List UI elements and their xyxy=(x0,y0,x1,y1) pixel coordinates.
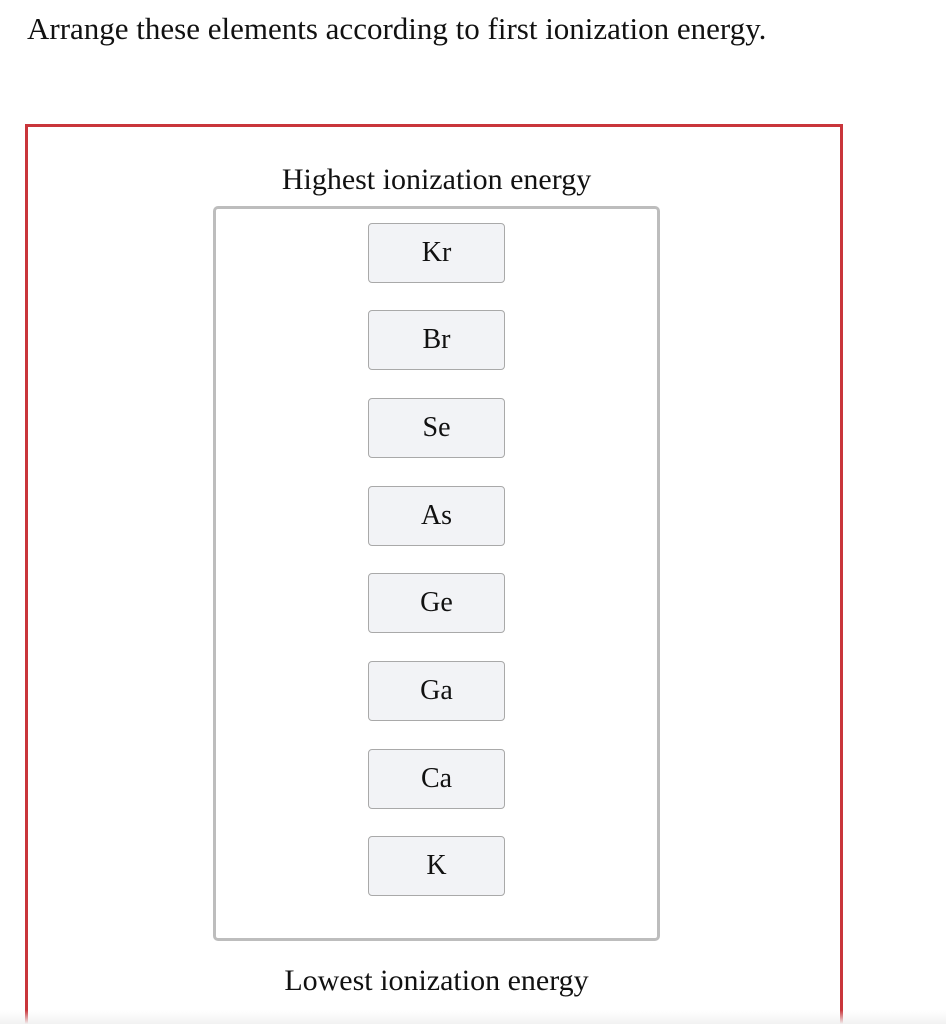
element-tile-se[interactable]: Se xyxy=(368,398,505,458)
element-tile-kr[interactable]: Kr xyxy=(368,223,505,283)
lowest-label: Lowest ionization energy xyxy=(284,964,589,997)
element-tile-k[interactable]: K xyxy=(368,836,505,896)
element-tile-as[interactable]: As xyxy=(368,486,505,546)
highest-label: Highest ionization energy xyxy=(281,163,592,196)
element-tile-ga[interactable]: Ga xyxy=(368,661,505,721)
element-tile-br[interactable]: Br xyxy=(368,310,505,370)
element-tile-ge[interactable]: Ge xyxy=(368,573,505,633)
element-tile-ca[interactable]: Ca xyxy=(368,749,505,809)
question-prompt: Arrange these elements according to first ionization energy. xyxy=(27,11,767,46)
